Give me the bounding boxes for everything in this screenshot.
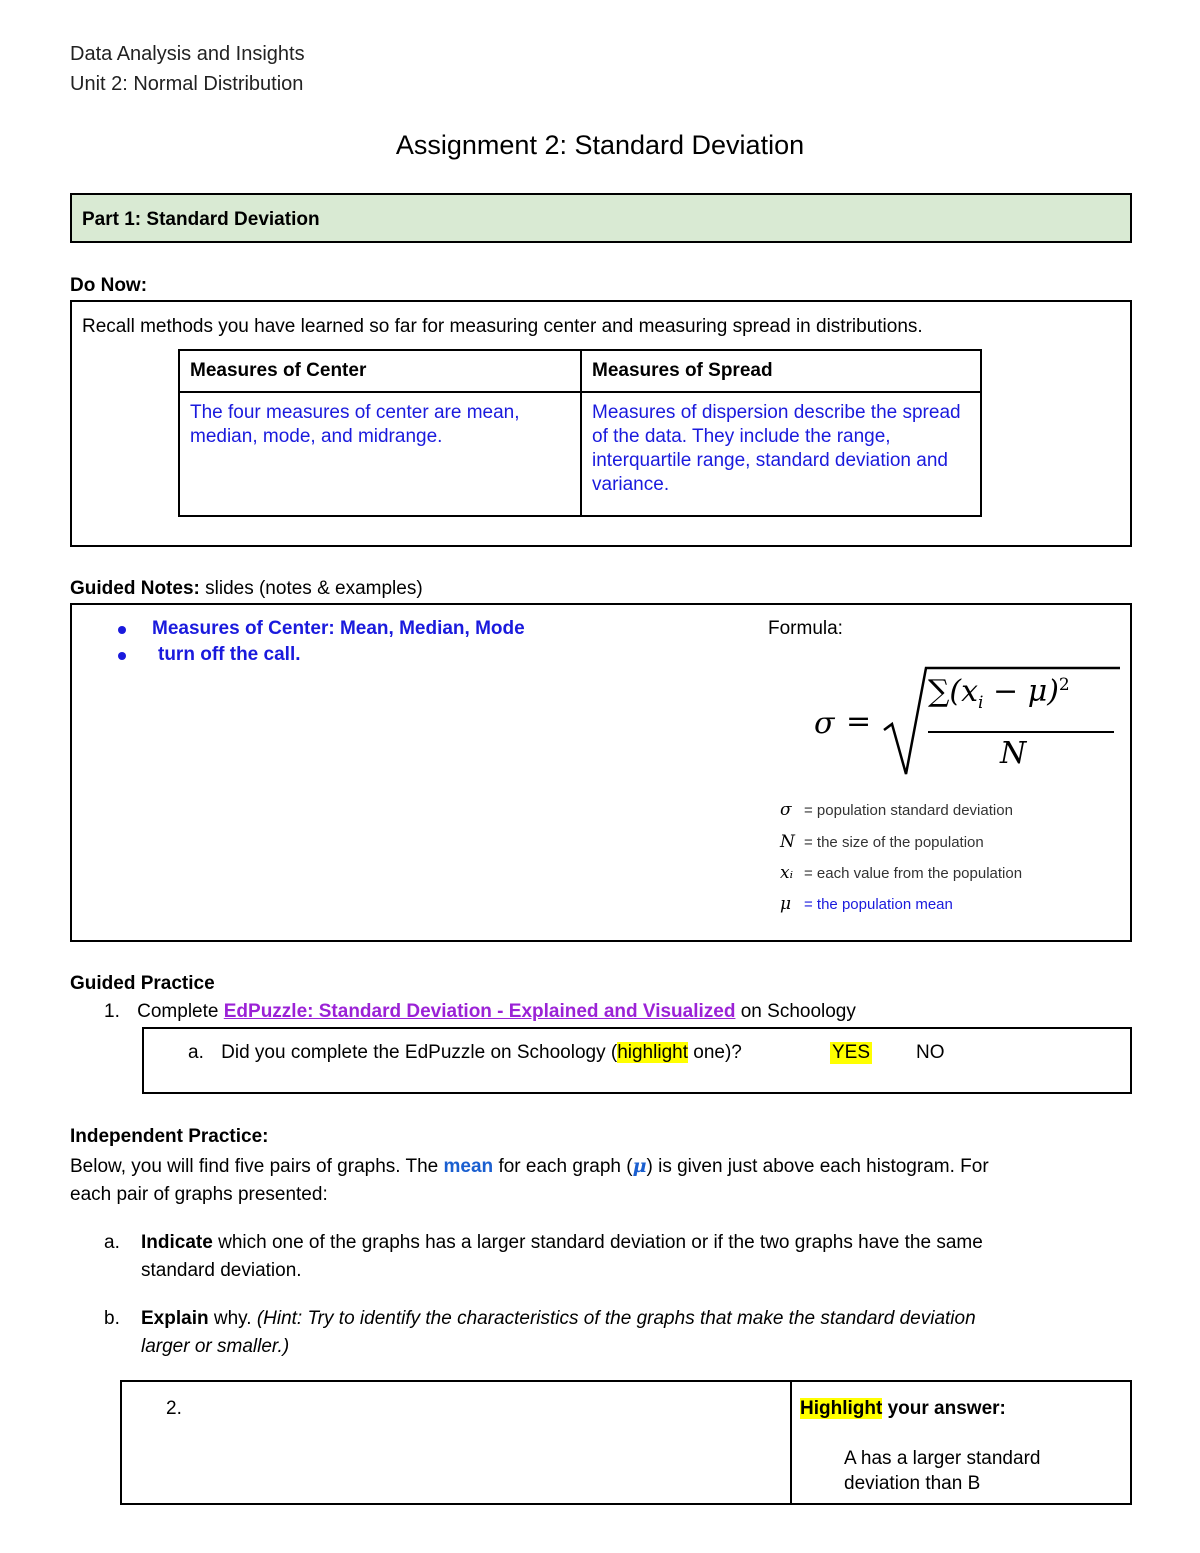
measures-table	[178, 349, 982, 517]
legend-row-n: N = the size of the population	[780, 832, 984, 852]
summation-icon: ∑	[928, 674, 950, 709]
answer-no[interactable]: NO	[916, 1042, 945, 1063]
guided-practice-item: 1. Complete EdPuzzle: Standard Deviation - Explained and Visualized on Schoology	[104, 1001, 856, 1022]
answer-prompt: Highlight your answer:	[800, 1398, 1006, 1419]
step-a-line-1: Indicate which one of the graphs has a larger standard deviation or if the two graphs have the same	[141, 1232, 983, 1253]
guided-notes-box	[70, 603, 1132, 942]
bullet-icon	[118, 626, 126, 634]
sigma-icon: σ	[780, 800, 792, 820]
question-2-cell	[121, 1381, 791, 1504]
step-b-line-1: Explain why. (Hint: Try to identify the characteristics of the graphs that make the standard deviation	[141, 1308, 976, 1329]
bullet-icon	[118, 652, 126, 660]
page-title: Assignment 2: Standard Deviation	[395, 130, 805, 160]
measures-center-header: Measures of Center	[179, 350, 581, 392]
part-1-label: Part 1: Standard Deviation	[82, 209, 320, 230]
measures-center-answer[interactable]: The four measures of center are mean, median, mode, and midrange.	[179, 392, 581, 516]
measures-spread-header: Measures of Spread	[581, 350, 981, 392]
question-2-number: 2.	[166, 1398, 182, 1419]
legend-row-xi: xᵢ = each value from the population	[780, 863, 1023, 883]
mu-symbol: μ	[632, 1155, 647, 1177]
independent-intro-line-1: Below, you will find five pairs of graphs. The mean for each graph (μ) is given just above each histogram. For	[70, 1155, 989, 1177]
question-2-table	[120, 1380, 1132, 1505]
formula-equals: =	[846, 704, 872, 739]
do-now-prompt: Recall methods you have learned so far for measuring center and measuring spread in distributions.	[82, 316, 923, 337]
measures-spread-answer[interactable]: Measures of dispersion describe the spread of the data. They include the range, interquartile range, standard deviation and variance.	[581, 392, 981, 516]
edpuzzle-link[interactable]: EdPuzzle: Standard Deviation - Explained and Visualized	[223, 1001, 736, 1022]
guided-notes-sublabel: slides (notes & examples)	[205, 578, 423, 599]
edpuzzle-question: a. Did you complete the EdPuzzle on Schoology (highlight one)?	[188, 1042, 742, 1063]
notes-bullet-1: Measures of Center: Mean, Median, Mode	[152, 618, 525, 639]
notes-bullet-2: turn off the call.	[158, 644, 301, 665]
guided-practice-label: Guided Practice	[70, 973, 215, 994]
legend-row-mu: μ = the population mean	[780, 894, 953, 914]
independent-practice-label: Independent Practice:	[70, 1126, 269, 1147]
step-a-number: a.	[104, 1232, 120, 1253]
independent-intro-line-2: each pair of graphs presented:	[70, 1184, 328, 1205]
formula-denominator: N	[1000, 736, 1027, 771]
n-icon: N	[780, 832, 795, 852]
part-1-banner	[70, 193, 1132, 243]
edpuzzle-question-box	[142, 1027, 1132, 1094]
answer-option-a[interactable]: A has a larger standard deviation than B	[844, 1448, 1041, 1494]
guided-notes-label: Guided Notes:	[70, 578, 200, 599]
do-now-box	[70, 300, 1132, 547]
answer-cell	[791, 1381, 1131, 1504]
answer-yes[interactable]: YES	[832, 1042, 871, 1063]
do-now-label: Do Now:	[70, 275, 148, 296]
formula-sigma: σ	[814, 706, 835, 741]
formula-numerator: $\sum(x_i - \mu)^2$	[928, 674, 1070, 713]
step-b-number: b.	[104, 1308, 120, 1329]
formula-label: Formula:	[768, 618, 843, 639]
mu-icon: μ	[780, 894, 792, 914]
guided-notes-heading	[70, 578, 423, 600]
step-b-line-2: larger or smaller.)	[141, 1336, 290, 1357]
course-name: Data Analysis and Insights	[70, 43, 305, 65]
step-a-line-2: standard deviation.	[141, 1260, 302, 1281]
legend-row-sigma: σ = population standard deviation	[780, 800, 1013, 820]
x-i-icon: xᵢ	[780, 863, 794, 883]
unit-name: Unit 2: Normal Distribution	[70, 73, 304, 95]
std-dev-formula	[812, 660, 1122, 785]
